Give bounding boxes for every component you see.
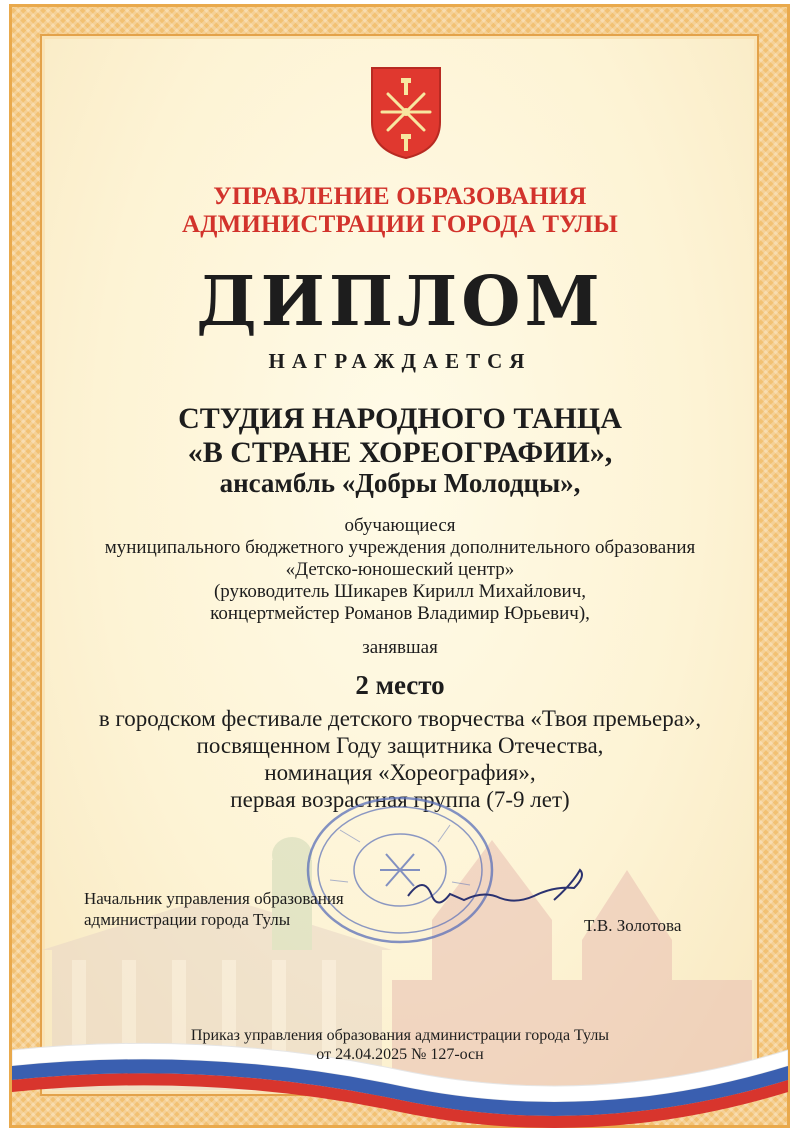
signatory-position-line-1: Начальник управления образования bbox=[84, 889, 344, 908]
issuer-line-2: АДМИНИСТРАЦИИ ГОРОДА ТУЛЫ bbox=[181, 211, 619, 238]
diploma-title: ДИПЛОМ bbox=[196, 262, 604, 342]
details-line-1: обучающиеся bbox=[344, 515, 456, 536]
signatory-position-line-2: администрации города Тулы bbox=[84, 910, 291, 929]
place-label: 2 место bbox=[355, 670, 445, 700]
event-line-1: в городском фестивале детского творчества «Твоя премьера», bbox=[98, 706, 702, 731]
event-line-2: посвященном Году защитника Отечества, bbox=[196, 733, 604, 758]
details-line-3: «Детско-юношеский центр» bbox=[285, 559, 515, 580]
recipient-line-2: «В СТРАНЕ ХОРЕОГРАФИИ», bbox=[187, 436, 613, 469]
order-reference bbox=[0, 1026, 800, 1064]
took-label: занявшая bbox=[362, 637, 438, 658]
recipient-line-1: СТУДИЯ НАРОДНОГО ТАНЦА bbox=[178, 402, 622, 435]
details-line-4: (руководитель Шикарев Кирилл Михайлович, bbox=[213, 581, 587, 602]
handwritten-signature bbox=[404, 866, 594, 916]
recipient-line-3: ансамбль «Добры Молодцы», bbox=[219, 468, 581, 498]
tula-coat-of-arms-icon bbox=[368, 64, 444, 160]
issuer-line-1: УПРАВЛЕНИЕ ОБРАЗОВАНИЯ bbox=[213, 183, 587, 210]
details-line-2: муниципального бюджетного учреждения дополнительного образования bbox=[104, 537, 696, 558]
order-line-1: Приказ управления образования администрации города Тулы bbox=[190, 1027, 610, 1044]
order-line-2: от 24.04.2025 № 127-осн bbox=[316, 1046, 484, 1063]
event-line-3: номинация «Хореография», bbox=[264, 760, 536, 785]
awarded-label: НАГРАЖДАЕТСЯ bbox=[268, 349, 532, 373]
details-line-5: концертмейстер Романов Владимир Юрьевич), bbox=[210, 603, 590, 624]
event-line-4: первая возрастная группа (7-9 лет) bbox=[230, 787, 570, 812]
signatory-name: Т.В. Золотова bbox=[584, 916, 682, 935]
signatory-position bbox=[84, 888, 344, 930]
